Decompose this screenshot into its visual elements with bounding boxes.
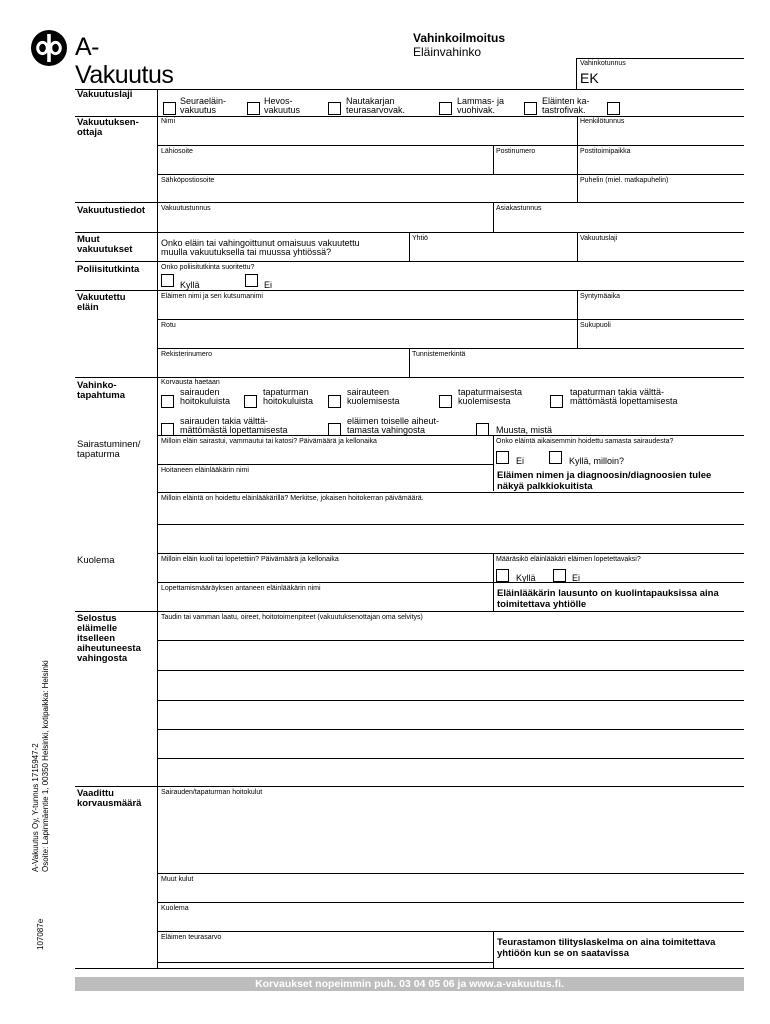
treated-yes-label: Kyllä, milloin? xyxy=(569,456,625,466)
section-illness: Sairastuminen/ tapaturma xyxy=(77,439,141,460)
field-illness-description: Taudin tai vamman laatu, oireet, hoitotoimenpiteet (vakuutuksenottajan oma selvitys) xyxy=(161,614,423,621)
police-no-label: Ei xyxy=(264,280,273,290)
section-insurance-info: Vakuutustiedot xyxy=(77,205,146,216)
checkbox-police-no[interactable] xyxy=(245,274,258,287)
vet-receipt-note: Eläimen nimen ja diagnoosin/diagnoosien tulee näkyä palkkiokuitista xyxy=(497,470,712,492)
field-ssn: Henkilötunnus xyxy=(580,118,625,125)
field-death-when: Milloin eläin kuoli tai lopetettiin? Päivämäärä ja kellonaika xyxy=(161,556,339,563)
section-claim-amount: Vaadittu korvausmäärä xyxy=(77,788,142,809)
option-illness-death: sairauteen kuolemisesta xyxy=(347,387,400,406)
field-id-mark: Tunnistemerkintä xyxy=(412,351,466,358)
death-statement-note: Eläinlääkärin lausunto on kuolintapauksissa aina toimitettava yhtiölle xyxy=(497,588,719,610)
police-yes-label: Kyllä xyxy=(180,280,200,290)
checkbox-police-yes[interactable] xyxy=(161,274,174,287)
option-accident-euthanasia: tapaturman takia välttä- mättömästä lopettamisesta xyxy=(570,387,678,406)
form-subtitle: Eläinvahinko xyxy=(413,45,482,59)
option-sheep-insurance: Lammas- ja vuohivak. xyxy=(457,96,505,115)
field-death-cost: Kuolema xyxy=(161,905,189,912)
option-horse-insurance: Hevos- vakuutus xyxy=(264,96,301,115)
section-insurance-type: Vakuutuslaji xyxy=(77,89,133,100)
section-insured-animal: Vakuutettu eläin xyxy=(77,292,126,313)
checkbox-pet-insurance[interactable] xyxy=(163,102,176,115)
field-animal-name: Eläimen nimi ja sen kutsumanimi xyxy=(161,293,263,300)
side-address-line: Osoite: Lapinmäentie 1, 00350 Helsinki, kotipaikka: Helsinki xyxy=(41,660,50,872)
field-treated-before: Onko eläintä aikaisemmin hoidettu samasta sairaudesta? xyxy=(496,438,674,445)
other-insurance-question: Onko eläin tai vahingoittunut omaisuus vakuutettu muulla vakuutuksella tai muussa yhtiössä? xyxy=(161,238,360,257)
field-vet-name: Hoitaneen eläinlääkärin nimi xyxy=(161,467,249,474)
option-other-reason: Muusta, mistä xyxy=(496,425,553,435)
checkbox-illness-death[interactable] xyxy=(328,395,341,408)
field-email: Sähköpostiosoite xyxy=(161,177,215,184)
option-accident-death: tapaturmaisesta kuolemisesta xyxy=(458,387,523,406)
footer-text: Korvaukset nopeimmin puh. 03 04 05 06 ja www.a-vakuutus.fi. xyxy=(255,978,564,990)
euthanasia-yes-label: Kyllä xyxy=(516,573,536,583)
field-treatment-dates: Milloin eläintä on hoidettu eläinlääkärillä? Merkitse, jokaisen hoitokerran päivämäärä. xyxy=(161,495,424,502)
field-birth-date: Syntymäaika xyxy=(580,293,621,300)
option-catastrophe-insurance: Eläinten ka- tastrofivak. xyxy=(542,96,590,115)
field-company: Yhtiö xyxy=(412,235,428,242)
field-city: Postitoimipaikka xyxy=(580,148,631,155)
field-postal-code: Postinumero xyxy=(496,148,536,155)
field-treatment-costs: Sairauden/tapaturman hoitokulut xyxy=(161,789,263,796)
slaughter-note: Teurastamon tilityslaskelma on aina toimitettava yhtiöön kun se on saatavissa xyxy=(497,937,716,959)
checkbox-extra-insurance[interactable] xyxy=(607,102,620,115)
field-other-type: Vakuutuslaji xyxy=(580,235,618,242)
field-customer-number: Asiakastunnus xyxy=(496,205,542,212)
checkbox-accident-euthanasia[interactable] xyxy=(550,395,563,408)
section-event: Vahinko- tapahtuma xyxy=(77,380,126,401)
compensation-sought-label: Korvausta haetaan xyxy=(161,379,220,386)
checkbox-euthanasia-no[interactable] xyxy=(553,569,566,582)
field-policy-number: Vakuutustunnus xyxy=(161,205,211,212)
brand-name: A-Vakuutus xyxy=(75,33,174,89)
field-sex: Sukupuoli xyxy=(580,322,611,329)
option-illness-care: sairauden hoitokuluista xyxy=(180,387,231,406)
option-accident-care: tapaturman hoitokuluista xyxy=(263,387,314,406)
field-name: Nimi xyxy=(161,118,175,125)
section-other-insurance: Muut vakuutukset xyxy=(77,234,133,255)
checkbox-catastrophe-insurance[interactable] xyxy=(524,102,537,115)
claim-number-label: Vahinkotunnus xyxy=(580,60,626,67)
field-slaughter-value: Eläimen teurasarvo xyxy=(161,934,222,941)
euthanasia-no-label: Ei xyxy=(572,573,581,583)
field-phone: Puhelin (miel. matkapuhelin) xyxy=(580,177,669,184)
side-form-code: 107087e xyxy=(36,918,45,950)
checkbox-sheep-insurance[interactable] xyxy=(439,102,452,115)
option-illness-euthanasia: sairauden takia välttä- mättömästä lopettamisesta xyxy=(180,416,288,435)
checkbox-euthanasia-yes[interactable] xyxy=(496,569,509,582)
checkbox-accident-care[interactable] xyxy=(244,395,257,408)
footer-bar xyxy=(75,977,744,991)
claim-number-value[interactable]: EK xyxy=(580,70,599,86)
logo-icon xyxy=(30,29,68,67)
side-company-line: A-Vakuutus Oy, Y-tunnus 1715947-2 xyxy=(31,743,40,872)
option-cattle-insurance: Nautakarjan teurasarvovak. xyxy=(346,96,406,115)
field-breed: Rotu xyxy=(161,322,176,329)
checkbox-treated-no[interactable] xyxy=(496,451,509,464)
field-illness-when: Milloin eläin sairastui, vammautui tai katosi? Päivämäärä ja kellonaika xyxy=(161,438,377,445)
section-death: Kuolema xyxy=(77,555,115,566)
checkbox-illness-care[interactable] xyxy=(161,395,174,408)
section-statement: Selostus eläimelle itselleen aiheutuneesta vahingosta xyxy=(77,613,141,664)
logo xyxy=(30,29,190,89)
option-pet-insurance: Seuraeläin- vakuutus xyxy=(180,96,227,115)
field-euthanasia-vet: Lopettamismääräyksen antaneen eläinlääkärin nimi xyxy=(161,585,321,592)
checkbox-horse-insurance[interactable] xyxy=(247,102,260,115)
field-vet-ordered: Määräsikö eläinlääkäri eläimen lopetettavaksi? xyxy=(496,556,641,563)
checkbox-treated-yes[interactable] xyxy=(549,451,562,464)
field-address: Lähiosoite xyxy=(161,148,193,155)
field-other-costs: Muut kulut xyxy=(161,876,194,883)
checkbox-cattle-insurance[interactable] xyxy=(328,102,341,115)
option-killed-by-other: eläimen toiselle aiheut- tamasta vahingosta xyxy=(347,416,440,435)
form-title: Vahinkoilmoitus xyxy=(413,31,506,45)
section-police: Poliisitutkinta xyxy=(77,264,140,275)
police-question: Onko poliisitutkinta suoritettu? xyxy=(161,264,255,271)
field-register-number: Rekisterinumero xyxy=(161,351,212,358)
checkbox-accident-death[interactable] xyxy=(439,395,452,408)
treated-no-label: Ei xyxy=(516,456,525,466)
section-policyholder: Vakuutuksen- ottaja xyxy=(77,117,139,138)
